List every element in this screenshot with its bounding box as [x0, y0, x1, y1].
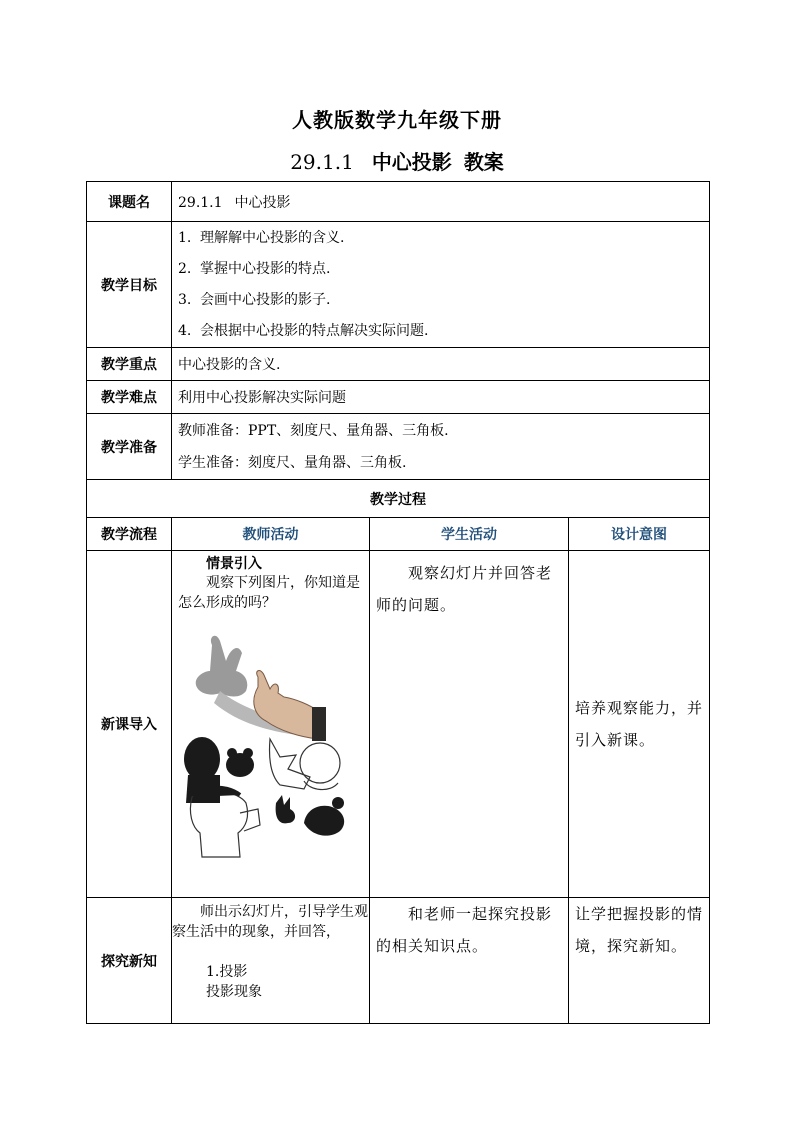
stage-explore: 探究新知	[87, 898, 172, 1024]
lesson-plan-table	[86, 181, 710, 1024]
explore-design-intent: 让学把握投影的情境，探究新知。	[569, 898, 710, 1024]
topic-number: 29.1.1	[178, 194, 223, 211]
intro-title: 情景引入	[206, 556, 262, 572]
topic-row	[87, 182, 710, 222]
document-title: 人教版数学九年级下册	[292, 108, 502, 132]
goals-row	[87, 222, 710, 348]
explore-teacher-activity: 师出示幻灯片，引导学生观察生活中的现象，并回答， 1.投影 投影现象	[172, 898, 370, 1024]
silhouette-head	[184, 737, 220, 781]
subtitle-suffix: 教案	[463, 150, 504, 174]
goal-item: 2. 掌握中心投影的特点.	[178, 260, 331, 277]
document-subtitle	[0, 146, 794, 175]
intro-question: 观察下列图片，你知道是怎么形成的吗？	[178, 575, 360, 611]
intro-row	[87, 551, 710, 898]
shadow-bird	[304, 806, 344, 836]
stage-intro: 新课导入	[87, 551, 172, 898]
explore-row	[87, 898, 710, 1024]
column-header-stage: 教学流程	[87, 518, 172, 551]
shadow-figures-image	[180, 627, 360, 867]
intro-design-intent: 培养观察能力，并引入新课。	[569, 551, 710, 898]
process-header-row	[87, 518, 710, 551]
explore-student-activity: 和老师一起探究投影的相关知识点。	[370, 898, 569, 1024]
column-header-design: 设计意图	[569, 518, 710, 551]
real-hand	[254, 671, 318, 739]
subtitle-number: 29.1.1	[290, 150, 354, 174]
difficulty-row	[87, 381, 710, 414]
process-section-row	[87, 480, 710, 518]
column-header-teacher: 教师活动	[172, 518, 370, 551]
intro-student-activity: 观察幻灯片并回答老师的问题。	[370, 551, 569, 898]
sleeve	[312, 707, 326, 741]
column-header-student: 学生活动	[370, 518, 569, 551]
goals-label: 教学目标	[87, 222, 172, 348]
topic-value	[172, 182, 710, 222]
goal-item: 3. 会画中心投影的影子.	[178, 291, 331, 308]
student-preparation: 学生准备：刻度尺、量角器、三角板.	[178, 454, 407, 471]
shadow-hand-figure	[196, 636, 248, 697]
topic-name: 中心投影	[234, 194, 291, 211]
shadow-rabbit-small	[276, 795, 295, 823]
subtitle-topic: 中心投影	[371, 150, 452, 174]
key-point-row	[87, 348, 710, 381]
goal-item: 1. 理解解中心投影的含义.	[178, 229, 345, 246]
line-face	[300, 743, 340, 783]
preparation-label: 教学准备	[87, 414, 172, 480]
preparation-row	[87, 414, 710, 480]
topic-label: 课题名	[87, 182, 172, 222]
explore-subtopic: 1.投影	[206, 964, 248, 980]
goals-list	[172, 222, 710, 348]
preparation-value	[172, 414, 710, 480]
explore-subtopic: 投影现象	[206, 984, 262, 1000]
difficulty-label: 教学难点	[87, 381, 172, 414]
difficulty-value: 利用中心投影解决实际问题	[172, 381, 710, 414]
goal-item: 4. 会根据中心投影的特点解决实际问题.	[178, 322, 429, 339]
key-point-label: 教学重点	[87, 348, 172, 381]
teacher-preparation: 教师准备：PPT、刻度尺、量角器、三角板.	[178, 422, 449, 439]
intro-teacher-activity	[172, 551, 370, 898]
process-section-title: 教学过程	[87, 480, 710, 518]
key-point-value: 中心投影的含义.	[172, 348, 710, 381]
